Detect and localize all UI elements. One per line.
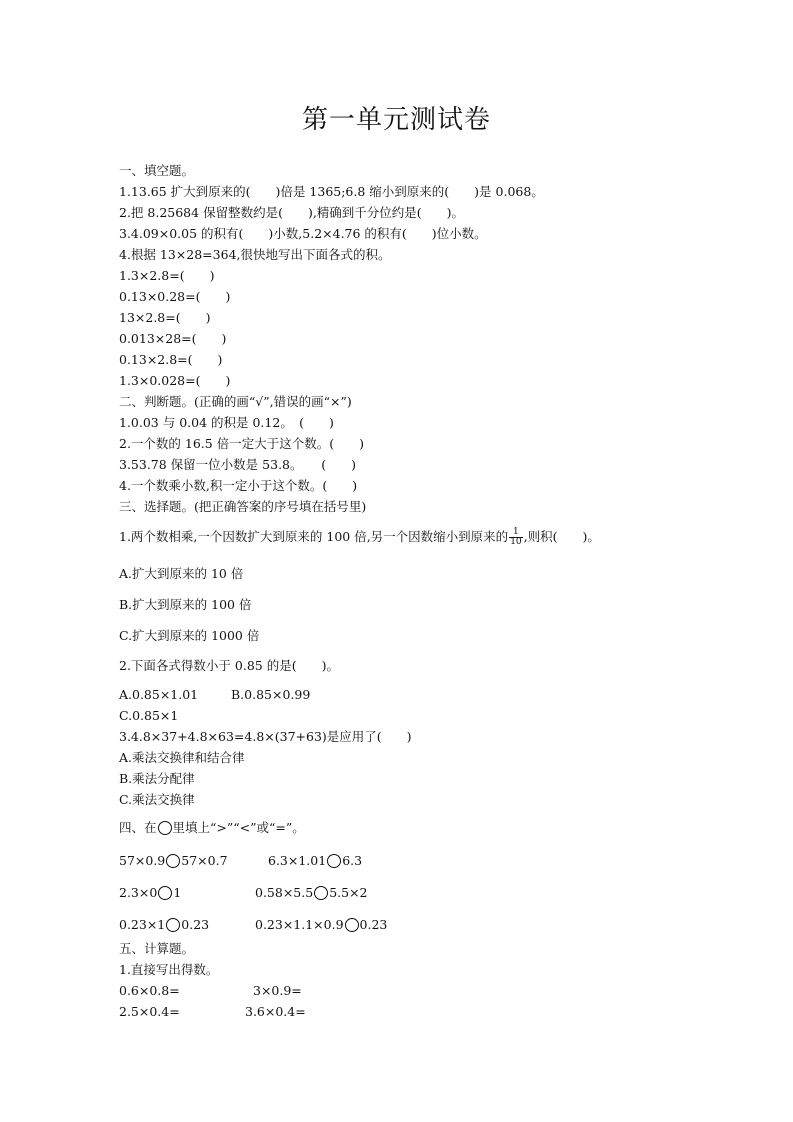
section-2-heading: 二、判断题。(正确的画“√”,错误的画“×”) xyxy=(119,394,352,409)
choice-1-option-c: C.扩大到原来的 1000 倍 xyxy=(119,628,260,643)
choice-1-option-b: B.扩大到原来的 100 倍 xyxy=(119,597,252,612)
calc-item: 0.013×28=( ) xyxy=(119,331,227,346)
fraction-numerator: 1 xyxy=(509,528,522,538)
compare-left: 6.3×1.01 xyxy=(268,853,327,868)
compare-right: 5.5×2 xyxy=(329,885,368,900)
choice-2-option-a: A.0.85×1.01 xyxy=(119,687,199,702)
compare-item xyxy=(268,852,362,870)
compare-left: 0.58×5.5 xyxy=(255,885,314,900)
circle-blank-icon[interactable] xyxy=(158,886,172,900)
calc-item: 13×2.8=( ) xyxy=(119,310,211,325)
choice-3-option-a: A.乘法交换律和结合律 xyxy=(119,750,245,765)
compare-item xyxy=(119,916,209,934)
oral-calc-item: 2.5×0.4= xyxy=(119,1004,180,1019)
choice-question-1-tail: ,则积( )。 xyxy=(523,529,600,544)
oral-calc-item: 3.6×0.4= xyxy=(245,1004,306,1019)
choice-question-1-text: 1.两个数相乘,一个因数扩大到原来的 100 倍,另一个因数缩小到原来的 xyxy=(119,529,509,544)
circle-blank-icon[interactable] xyxy=(166,854,180,868)
choice-2-option-b: B.0.85×0.99 xyxy=(231,687,311,702)
judge-question-1: 1.0.03 与 0.04 的积是 0.12。 ( ) xyxy=(119,415,334,430)
calc-item: 0.13×0.28=( ) xyxy=(119,289,231,304)
fill-question-1: 1.13.65 扩大到原来的( )倍是 1365;6.8 缩小到原来的( )是 0.068。 xyxy=(119,184,544,199)
judge-question-2: 2.一个数的 16.5 倍一定大于这个数。( ) xyxy=(119,436,364,451)
circle-blank-icon[interactable] xyxy=(314,886,328,900)
compare-left: 2.3×0 xyxy=(119,885,158,900)
circle-blank-icon[interactable] xyxy=(345,918,359,932)
judge-question-4: 4.一个数乘小数,积一定小于这个数。( ) xyxy=(119,478,358,493)
choice-question-3: 3.4.8×37+4.8×63=4.8×(37+63)是应用了( ) xyxy=(119,729,412,744)
judge-question-3: 3.53.78 保留一位小数是 53.8。 ( ) xyxy=(119,457,356,472)
fill-question-3: 3.4.09×0.05 的积有( )小数,5.2×4.76 的积有( )位小数。 xyxy=(119,226,487,241)
section-4-heading-text: 四、在 xyxy=(119,820,157,835)
oral-calc-item: 3×0.9= xyxy=(253,983,302,998)
compare-right: 0.23 xyxy=(359,917,388,932)
compare-item xyxy=(119,884,181,902)
calc-item: 1.3×0.028=( ) xyxy=(119,373,231,388)
compare-item xyxy=(119,852,228,870)
section-5-heading: 五、计算题。 xyxy=(119,941,195,956)
section-1-heading: 一、填空题。 xyxy=(119,163,195,178)
compare-right: 1 xyxy=(173,885,182,900)
compare-right: 57×0.7 xyxy=(181,853,228,868)
choice-1-option-a: A.扩大到原来的 10 倍 xyxy=(119,566,244,581)
compare-right: 6.3 xyxy=(342,853,363,868)
fraction xyxy=(509,528,522,547)
compare-left: 0.23×1 xyxy=(119,917,166,932)
compare-right: 0.23 xyxy=(181,917,210,932)
choice-2-option-c: C.0.85×1 xyxy=(119,708,179,723)
oral-calc-item: 0.6×0.8= xyxy=(119,983,180,998)
compare-item xyxy=(255,884,368,902)
fill-question-4: 4.根据 13×28=364,很快地写出下面各式的积。 xyxy=(119,247,391,262)
compare-item xyxy=(255,916,387,934)
calc-item: 0.13×2.8=( ) xyxy=(119,352,223,367)
circle-blank-icon[interactable] xyxy=(166,918,180,932)
calc-question-1: 1.直接写出得数。 xyxy=(119,962,219,977)
fraction-denominator: 10 xyxy=(510,537,522,547)
section-4-heading-tail: 里填上“>”“<”或“=”。 xyxy=(172,820,305,835)
page-title: 第一单元测试卷 xyxy=(301,105,491,135)
choice-question-2: 2.下面各式得数小于 0.85 的是( )。 xyxy=(119,658,339,673)
fill-question-2: 2.把 8.25684 保留整数约是( ),精确到千分位约是( )。 xyxy=(119,205,465,220)
compare-left: 57×0.9 xyxy=(119,853,166,868)
circle-blank-icon[interactable] xyxy=(327,854,341,868)
section-4-heading xyxy=(119,819,305,837)
choice-question-1 xyxy=(119,528,600,547)
section-3-heading: 三、选择题。(把正确答案的序号填在括号里) xyxy=(119,499,367,514)
circle-icon xyxy=(158,821,172,835)
choice-3-option-b: B.乘法分配律 xyxy=(119,771,195,786)
calc-item: 1.3×2.8=( ) xyxy=(119,268,215,283)
compare-left: 0.23×1.1×0.9 xyxy=(255,917,344,932)
choice-3-option-c: C.乘法交换律 xyxy=(119,792,195,807)
